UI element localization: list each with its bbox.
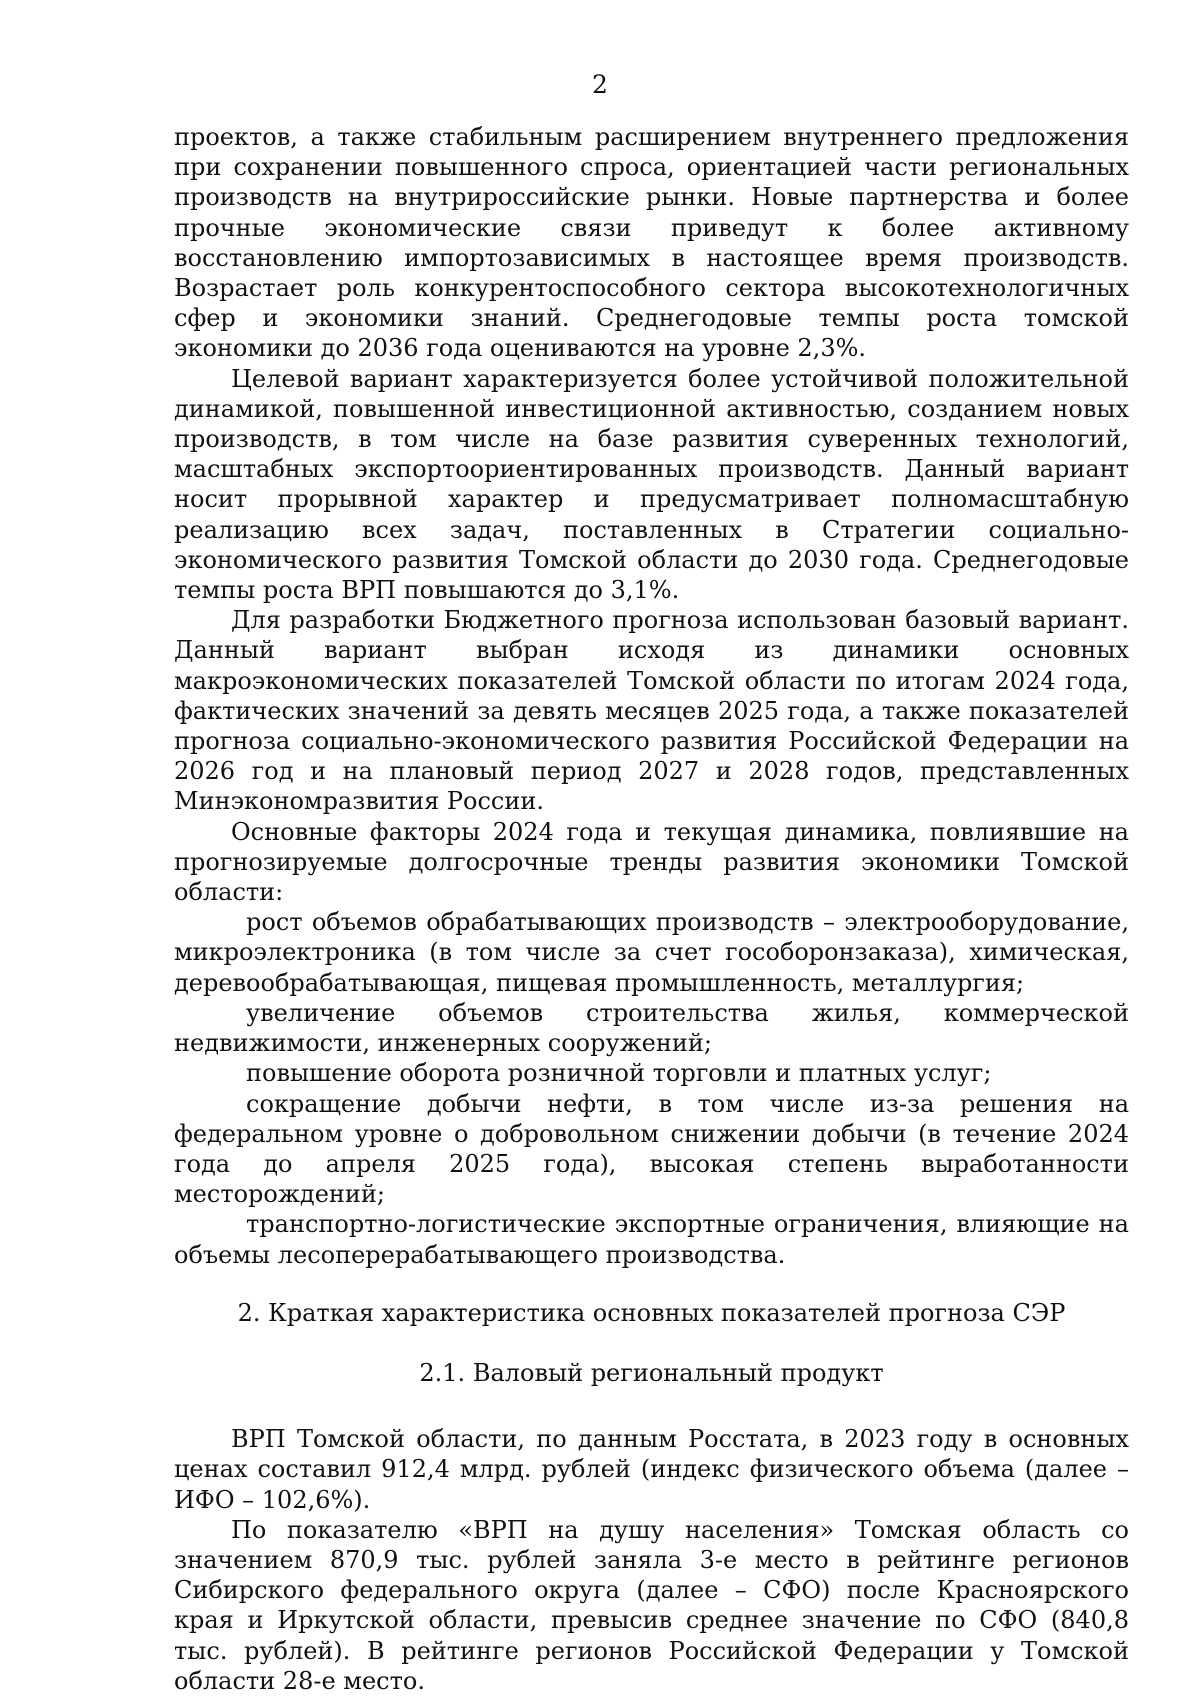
subsection-heading: 2.1. Валовый региональный продукт xyxy=(419,1358,884,1387)
paragraph-factors-intro: Основные факторы 2024 года и текущая динамика, повлиявшие на прогнозируемые долгосрочные тренды развития экономики Томской области: xyxy=(174,817,1129,907)
list-item: рост объемов обрабатывающих производств – электрооборудование, микроэлектроника (в том числе за счет гособоронзаказа), химическая, деревообрабатывающая, пищевая промышленность, металлургия; xyxy=(174,908,1129,997)
list-item: увеличение объемов строительства жилья, коммерческой недвижимости, инженерных сооружений; xyxy=(174,998,1129,1058)
paragraph-grp-value: ВРП Томской области, по данным Росстата, в 2023 году в основных ценах составил 912,4 млрд. рублей (индекс физического объема (далее – ИФО – 102,6%). xyxy=(174,1425,1129,1514)
document-body xyxy=(174,122,1129,1696)
paragraph-scenario-continuation: проектов, а также стабильным расширением внутреннего предложения при сохранении повышенного спроса, ориентацией части региональных производств на внутрироссийские рынки. Новые партнерства и более прочные экономические связи приведут к более активному восстановлению импортозависимых в настоящее время производств. Возрастает роль конкурентоспособного сектора высокотехнологичных сфер и экономики знаний. Среднегодовые темпы роста томской экономики до 2036 года оцениваются на уровне 2,3%. xyxy=(174,123,1129,363)
list-item: сокращение добычи нефти, в том числе из-за решения на федеральном уровне о добровольном снижении добычи (в течение 2024 года до апреля 2025 года), высокая степень выработанности месторождений; xyxy=(174,1089,1129,1209)
list-item: повышение оборота розничной торговли и платных услуг; xyxy=(246,1059,992,1088)
factors-list xyxy=(174,907,1129,1269)
paragraph-target-scenario: Целевой вариант характеризуется более устойчивой положительной динамикой, повышенной инвестиционной активностью, созданием новых производств, в том числе на базе развития суверенных технологий, масштабных экспортоориентированных производств. Данный вариант носит прорывной характер и предусматривает полномасштабную реализацию всех задач, поставленных в Стратегии социально-экономического развития Томской области до 2030 года. Среднегодовые темпы роста ВРП повышаются до 3,1%. xyxy=(174,364,1129,605)
page-number: 2 xyxy=(592,70,608,99)
paragraph-budget-forecast-basis: Для разработки Бюджетного прогноза использован базовый вариант. Данный вариант выбран исходя из динамики основных макроэкономических показателей Томской области по итогам 2024 года, фактических значений за девять месяцев 2025 года, а также показателей прогноза социально-экономического развития Российской Федерации на 2026 год и на плановый период 2027 и 2028 годов, представленных Минэкономразвития России. xyxy=(174,606,1129,816)
paragraph-grp-per-capita: По показателю «ВРП на душу населения» Томская область со значением 870,9 тыс. рублей заняла 3-е место в рейтинге регионов Сибирского федерального округа (далее – СФО) после Красноярского края и Иркутской области, превысив среднее значение по СФО (840,8 тыс. рублей). В рейтинге регионов Российской Федерации у Томской области 28-е место. xyxy=(174,1515,1129,1695)
section-heading: 2. Краткая характеристика основных показателей прогноза СЭР xyxy=(237,1298,1066,1327)
list-item: транспортно-логистические экспортные ограничения, влияющие на объемы лесоперерабатывающего производства. xyxy=(174,1210,1129,1269)
